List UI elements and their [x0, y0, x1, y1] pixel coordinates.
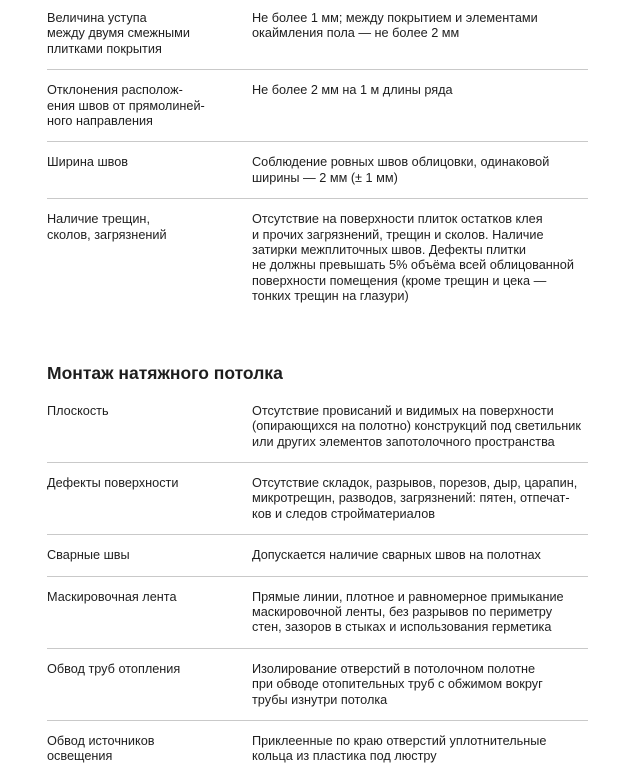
parameter-cell: Ширина швов: [47, 142, 252, 199]
table-row: [47, 199, 588, 317]
requirement-cell: Не более 1 мм; между покрытием и элементами окаймления пола — не более 2 мм: [252, 11, 538, 41]
parameter-cell: Отклонения располож- ения швов от прямолиней- ного направления: [47, 70, 252, 142]
parameter-cell: Величина уступа между двумя смежными плитками покрытия: [47, 11, 190, 56]
table-row: [47, 142, 588, 199]
table-row: [47, 535, 588, 576]
table-row: [47, 648, 588, 720]
requirement-cell: Прямые линии, плотное и равномерное примыкание маскировочной ленты, без разрывов по периметру стен, зазоров в стыках и использования герметика: [252, 576, 588, 648]
tile-requirements-table: [47, 0, 588, 317]
parameter-cell: Обвод источников освещения: [47, 720, 252, 776]
requirement-cell: Допускается наличие сварных швов на полотнах: [252, 535, 588, 576]
requirement-cell: Не более 2 мм на 1 м длины ряда: [252, 70, 588, 142]
requirement-cell: Отсутствие провисаний и видимых на поверхности (опирающихся на полотно) конструкций под светильник или других элементов запотолочного пространства: [252, 403, 581, 449]
requirement-cell: Отсутствие на поверхности плиток остатков клея и прочих загрязнений, трещин и сколов. Наличие затирки межплиточных швов. Дефекты плитки не должны превышать 5% объёма всей облицованной поверхности помещения (кроме трещин и цека — тонких трещин на глазури): [252, 199, 588, 317]
parameter-cell: Дефекты поверхности: [47, 462, 252, 534]
table-row: [47, 576, 588, 648]
section-title: Монтаж натяжного потолка: [47, 362, 283, 383]
parameter-cell: Наличие трещин, сколов, загрязнений: [47, 199, 252, 317]
parameter-cell: Плоскость: [47, 403, 109, 418]
requirement-cell: Соблюдение ровных швов облицовки, одинаковой ширины — 2 мм (± 1 мм): [252, 142, 588, 199]
table-row: [47, 462, 588, 534]
requirement-cell: Отсутствие складок, разрывов, порезов, дыр, царапин, микротрещин, разводов, загрязнений: пятен, отпечат- ков и следов стройматериалов: [252, 462, 588, 534]
parameter-cell: Маскировочная лента: [47, 576, 252, 648]
requirement-cell: Приклеенные по краю отверстий уплотнительные кольца из пластика под люстру: [252, 720, 588, 776]
table-row: [47, 0, 588, 70]
requirement-cell: Изолирование отверстий в потолочном полотне при обводе отопительных труб с обжимом вокруг трубы изнутри потолка: [252, 648, 588, 720]
ceiling-requirements-table: [47, 396, 588, 777]
document-page: [47, 0, 588, 777]
table-row: [47, 396, 588, 463]
parameter-cell: Сварные швы: [47, 535, 252, 576]
table-row: [47, 720, 588, 776]
table-row: [47, 70, 588, 142]
parameter-cell: Обвод труб отопления: [47, 648, 252, 720]
